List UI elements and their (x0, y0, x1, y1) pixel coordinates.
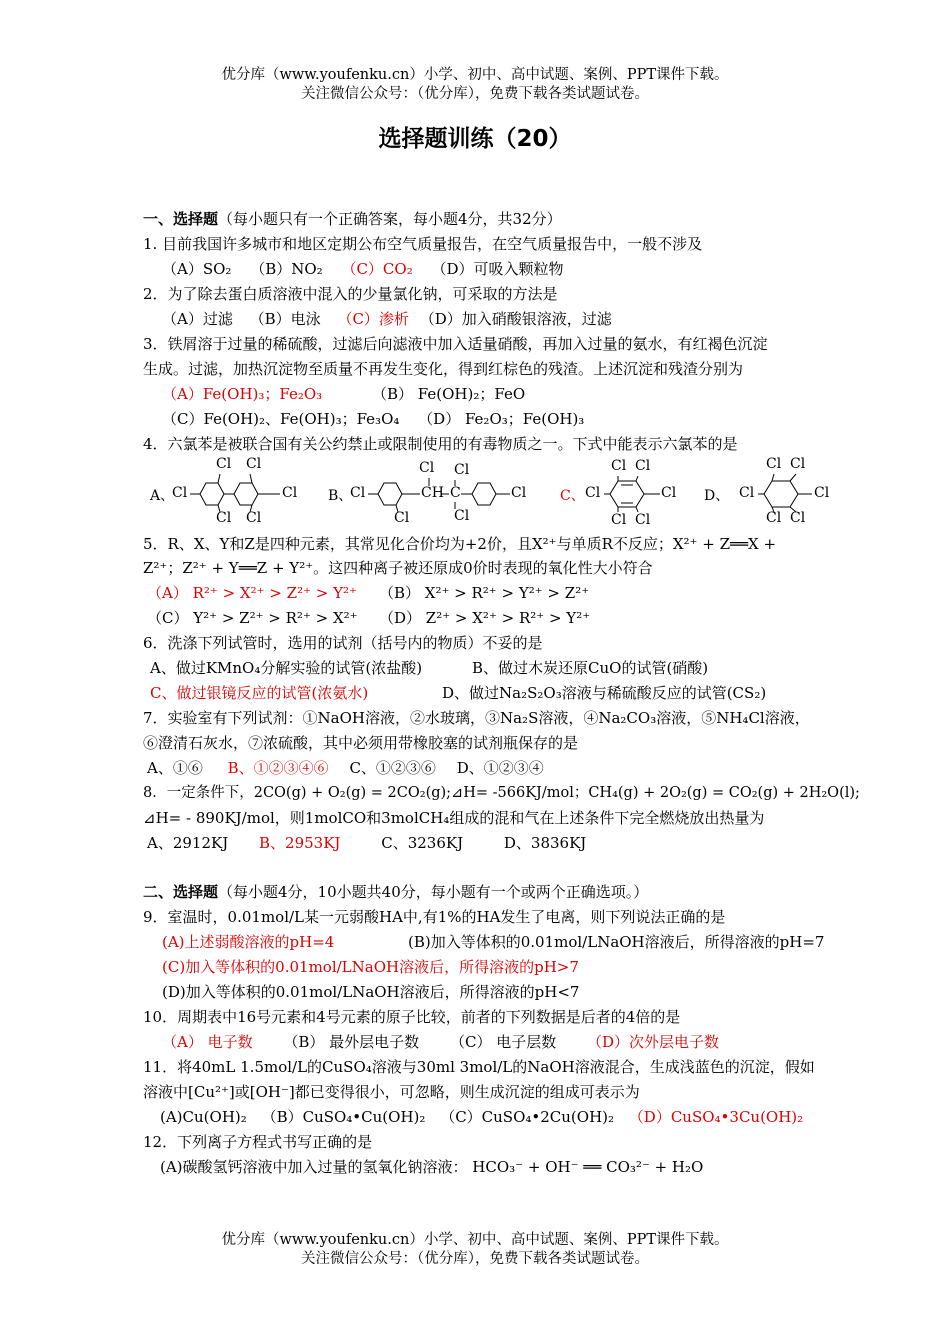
q4-a-cl-right: Cl (282, 485, 298, 501)
q8-stem-2: ⊿H= - 890KJ/mol，则1molCO和3molCH₄组成的混和气在上述条件下完全燃烧放出热量为 (143, 809, 765, 827)
q10-option-d: （D）次外层电子数 (587, 1033, 720, 1051)
q4-b-cl-ch: Cl (419, 460, 435, 476)
q4-label-c: C、 (560, 488, 585, 504)
q4-c-cl-left: Cl (585, 485, 601, 501)
q1-option-b: （B）NO₂ (250, 260, 323, 278)
q4-structure-c (560, 452, 690, 534)
q5-option-b: （B） X²⁺ > R²⁺ > Y²⁺ > Z²⁺ (379, 584, 590, 602)
q4-b-cl-c-bot: Cl (454, 508, 470, 524)
q9-option-d: (D)加入等体积的0.01mol/LNaOH溶液后，所得溶液的pH<7 (162, 983, 580, 1001)
q7-option-a: A、①⑥ (147, 759, 203, 777)
q5-options-row2 (147, 608, 591, 628)
q6-option-c: C、做过银镜反应的试管(浓氨水) (150, 684, 369, 702)
q3-option-b: （B） Fe(OH)₂；FeO (372, 385, 526, 403)
q8-option-a: A、2912KJ (147, 834, 229, 852)
q4-d-cl-bot1: Cl (766, 510, 782, 526)
q8-option-d: D、3836KJ (503, 834, 587, 852)
q6-option-b: B、做过木炭还原CuO的试管(硝酸) (472, 659, 709, 677)
q4-c-cl-bot2: Cl (635, 512, 651, 528)
q8-option-b: B、2953KJ (259, 834, 341, 852)
q4-structure-a (150, 452, 310, 534)
q4-label-a: A、 (150, 488, 175, 504)
q4-a-cl-top1: Cl (216, 456, 232, 472)
q11-stem-2: 溶液中[Cu²⁺]或[OH⁻]都已变得很小，可忽略，则生成沉淀的组成可表示为 (143, 1083, 640, 1101)
q4-a-cl-bot1: Cl (216, 510, 232, 526)
q9-stem: 9．室温时，0.01mol/L某一元弱酸HA中,有1%的HA发生了电离，则下列说法正确的是 (143, 908, 726, 926)
q11-option-a: (A)Cu(OH)₂ (160, 1108, 247, 1126)
q5-options-row1 (147, 583, 590, 603)
q4-b-cl-ring: Cl (394, 510, 410, 526)
q4-label-b: B、 (328, 488, 353, 504)
q5-stem-1: 5．R、X、Y和Z是四种元素，其常见化合价均为+2价，且X²⁺与单质R不反应；X²⁺ + Z══X + (143, 535, 777, 553)
q11-options (160, 1107, 803, 1127)
q7-stem-2: ⑥澄清石灰水，⑦浓硫酸，其中必须用带橡胶塞的试剂瓶保存的是 (143, 734, 579, 752)
q12-option-a: (A)碳酸氢钙溶液中加入过量的氢氧化钠溶液： HCO₃⁻ + OH⁻ ══ CO₃²⁻ + H₂O (160, 1158, 704, 1176)
q3-stem-1: 3．铁屑溶于过量的稀硫酸，过滤后向滤液中加入适量硝酸，再加入过量的氨水，有红褐色沉淀 (143, 335, 768, 353)
q3-options-row1 (162, 384, 526, 404)
q4-a-cl-top2: Cl (246, 456, 262, 472)
q4-b-ch: CH (421, 485, 444, 501)
q4-c-cl-top1: Cl (611, 458, 627, 474)
q1-stem: 1. 目前我国许多城市和地区定期公布空气质量报告，在空气质量报告中，一般不涉及 (143, 235, 703, 253)
q2-options (162, 309, 612, 329)
q7-option-c: C、①②③⑥ (349, 759, 436, 777)
q5-option-c: （C） Y²⁺ > Z²⁺ > R²⁺ > X²⁺ (147, 609, 358, 627)
q2-option-a: （A）过滤 (162, 310, 233, 328)
q11-option-c: （C）CuSO₄•2Cu(OH)₂ (440, 1108, 615, 1126)
q4-stem: 4．六氯苯是被联合国有关公约禁止或限制使用的有毒物质之一。下式中能表示六氯苯的是 (143, 435, 738, 453)
footer-line-1: 优分库（www.youfenku.cn）小学、初中、高中试题、案例、PPT课件下载。 (221, 1232, 729, 1248)
q1-option-c: （C）CO₂ (341, 260, 413, 278)
q2-stem: 2．为了除去蛋白质溶液中混入的少量氯化钠，可采取的方法是 (143, 285, 558, 303)
q9-option-a: (A)上述弱酸溶液的pH=4 (162, 933, 335, 951)
section-2-title: 二、选择题 (143, 883, 219, 901)
q6-option-d: D、做过Na₂S₂O₃溶液与稀硫酸反应的试管(CS₂) (442, 684, 767, 702)
q6-stem: 6．洗涤下列试管时，选用的试剂（括号内的物质）不妥的是 (143, 634, 543, 652)
q4-a-cl-left: Cl (172, 485, 188, 501)
header-line-2: 关注微信公众号：（优分库），免费下载各类试题试卷。 (301, 86, 649, 102)
q4-b-cl-c-top: Cl (454, 462, 470, 478)
q4-c-cl-bot1: Cl (611, 512, 627, 528)
q4-structure-b (328, 452, 538, 534)
q1-options (162, 259, 564, 279)
q10-options (162, 1032, 719, 1052)
q9-option-c: (C)加入等体积的0.01mol/LNaOH溶液后，所得溶液的pH>7 (162, 958, 579, 976)
q4-structure-d (704, 452, 844, 534)
q9-options-row1 (162, 932, 825, 952)
q4-c-benzene-ring (560, 452, 690, 534)
q6-options-row1 (150, 658, 709, 678)
q11-option-b: （B）CuSO₄•Cu(OH)₂ (261, 1108, 426, 1126)
q3-option-c: （C）Fe(OH)₂、Fe(OH)₃；Fe₃O₄ (162, 410, 400, 428)
q2-option-d: （D）加入硝酸银溶液，过滤 (419, 310, 612, 328)
q3-stem-2: 生成。过滤，加热沉淀物至质量不再发生变化，得到红棕色的残渣。上述沉淀和残渣分别为 (143, 360, 744, 378)
q9-option-b: (B)加入等体积的0.01mol/LNaOH溶液后，所得溶液的pH=7 (408, 933, 825, 951)
q4-b-skeleton (328, 452, 538, 534)
q4-c-cl-top2: Cl (635, 458, 651, 474)
footer-line-2: 关注微信公众号：（优分库），免费下载各类试题试卷。 (301, 1251, 649, 1267)
q7-stem-1: 7．实验室有下列试剂：①NaOH溶液，②水玻璃，③Na₂S溶液，④Na₂CO₃溶液，⑤NH₄Cl溶液， (143, 709, 810, 727)
q11-stem-1: 11．将40mL 1.5mol/L的CuSO₄溶液与30ml 3mol/L的NaOH溶液混合，生成浅蓝色的沉淀，假如 (143, 1058, 815, 1076)
q4-d-cl-top2: Cl (790, 456, 806, 472)
q10-option-c: （C） 电子层数 (449, 1033, 557, 1051)
q3-options-row2 (162, 409, 584, 429)
q5-option-d: （D） Z²⁺ > X²⁺ > R²⁺ > Y²⁺ (379, 609, 591, 627)
q10-option-b: （B） 最外层电子数 (283, 1033, 420, 1051)
q2-option-c: （C）渗析 (337, 310, 409, 328)
section-1-note: （每小题只有一个正确答案，每小题4分，共32分） (218, 210, 562, 228)
q4-d-cl-bot2: Cl (790, 510, 806, 526)
section-1-title: 一、选择题 (143, 210, 219, 228)
section-2-heading (143, 882, 648, 902)
q12-stem: 12．下列离子方程式书写正确的是 (143, 1133, 373, 1151)
q4-b-cl-left: Cl (350, 485, 366, 501)
q10-option-a: （A） 电子数 (162, 1033, 253, 1051)
q9-option-c-row (162, 957, 579, 977)
q8-options (147, 833, 586, 853)
q4-d-cl-top1: Cl (766, 456, 782, 472)
q1-option-d: （D）可吸入颗粒物 (431, 260, 564, 278)
q5-option-a: （A） R²⁺ > X²⁺ > Z²⁺ > Y²⁺ (147, 584, 357, 602)
q4-b-cl-right: Cl (511, 485, 527, 501)
section-1-heading (143, 209, 562, 229)
q4-d-cl-left: Cl (739, 485, 755, 501)
q3-option-a: （A）Fe(OH)₃；Fe₂O₃ (162, 385, 323, 403)
q4-d-cl-right: Cl (814, 485, 830, 501)
q5-stem-2: Z²⁺；Z²⁺ + Y══Z + Y²⁺。这四种离子被还原成0价时表现的氧化性大小符合 (143, 559, 653, 577)
q6-options-row2 (150, 683, 767, 703)
q4-d-cyclohexane-ring (704, 452, 844, 534)
q4-label-d: D、 (704, 488, 730, 504)
q8-stem-1: 8．一定条件下，2CO(g) + O₂(g) = 2CO₂(g);⊿H= -566KJ/mol；CH₄(g) + 2O₂(g) = CO₂(g) + 2H₂O(l); (143, 785, 860, 801)
q2-option-b: （B）电泳 (249, 310, 321, 328)
q3-option-d: （D） Fe₂O₃；Fe(OH)₃ (418, 410, 585, 428)
q4-a-cl-bot2: Cl (246, 510, 262, 526)
q4-a-biphenyl-rings (150, 452, 310, 534)
q7-options (147, 758, 544, 778)
header-line-1: 优分库（www.youfenku.cn）小学、初中、高中试题、案例、PPT课件下载。 (221, 67, 729, 83)
q4-b-c: C (450, 485, 461, 501)
q10-stem: 10．周期表中16号元素和4号元素的原子比较，前者的下列数据是后者的4倍的是 (143, 1008, 681, 1026)
q8-option-c: C、3236KJ (381, 834, 464, 852)
q4-c-cl-right: Cl (661, 485, 677, 501)
section-2-note: （每小题4分，10小题共40分，每小题有一个或两个正确选项。） (218, 883, 649, 901)
q1-option-a: （A）SO₂ (162, 260, 232, 278)
q7-option-d: D、①②③④ (456, 759, 544, 777)
q6-option-a: A、做过KMnO₄分解实验的试管(浓盐酸) (150, 659, 423, 677)
q11-option-d: （D）CuSO₄•3Cu(OH)₂ (628, 1108, 804, 1126)
page-title: 选择题训练（20） (378, 126, 572, 152)
q7-option-b: B、①②③④⑥ (227, 759, 329, 777)
